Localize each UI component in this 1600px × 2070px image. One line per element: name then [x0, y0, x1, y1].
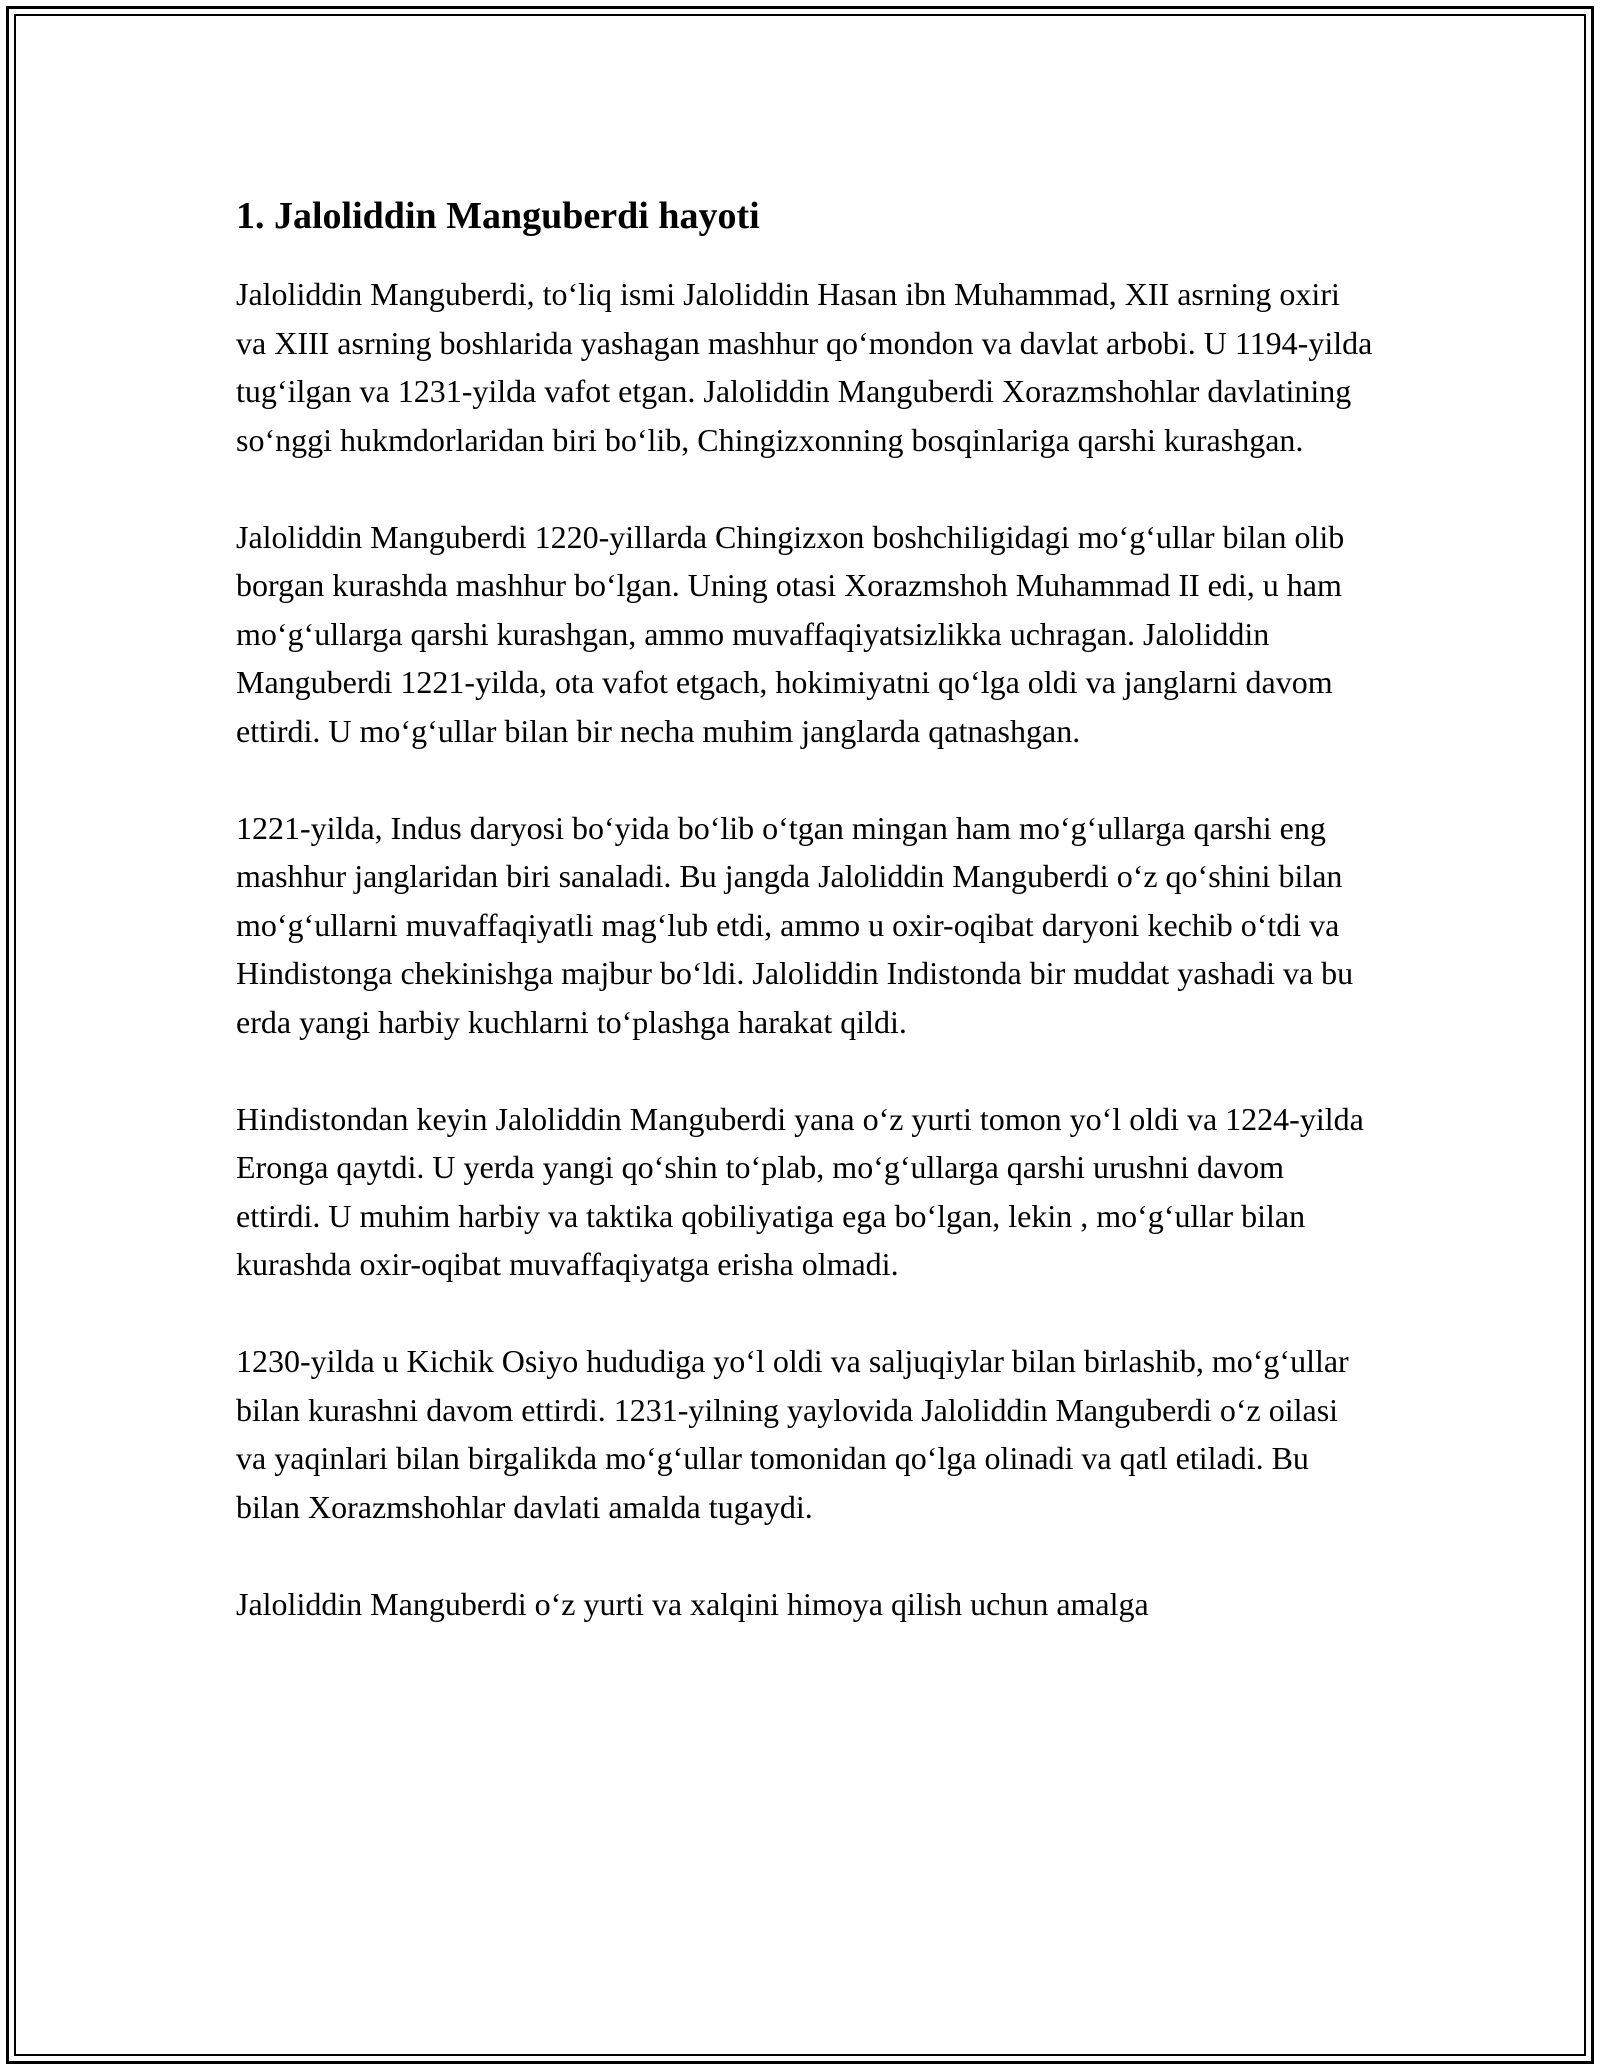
document-body — [236, 188, 1376, 1677]
paragraph-4: Hindistondan keyin Jaloliddin Manguberdi yana o‘z yurti tomon yo‘l oldi va 1224-yilda Eronga qaytdi. U yerda yangi qo‘shin to‘plab, mo‘g‘ullarga qarshi urushni davom ettirdi. U muhim harbiy va taktika qobiliyatiga ega bo‘lgan, lekin , mo‘g‘ullar bilan kurashda oxir-oqibat muvaffaqiyatga erisha olmadi. — [236, 1100, 1364, 1282]
paragraph-6: Jaloliddin Manguberdi o‘z yurti va xalqini himoya qilish uchun amalga — [236, 1585, 1149, 1622]
paragraph-2: Jaloliddin Manguberdi 1220-yillarda Chingizxon boshchiligidagi mo‘g‘ullar bilan olib borgan kurashda mashhur bo‘lgan. Uning otasi Xorazmshoh Muhammad II edi, u ham mo‘g‘ullarga qarshi kurashgan, ammo muvaffaqiyatsizlikka uchragan. Jaloliddin Manguberdi 1221-yilda, ota vafot etgach, hokimiyatni qo‘lga oldi va janglarni davom ettirdi. U mo‘g‘ullar bilan bir necha muhim janglarda qatnashgan. — [236, 518, 1345, 749]
paragraph-1: Jaloliddin Manguberdi, to‘liq ismi Jaloliddin Hasan ibn Muhammad, XII asrning oxiri va XIII asrning boshlarida yashagan mashhur qo‘mondon va davlat arbobi. U 1194-yilda tug‘ilgan va 1231-yilda vafot etgan. Jaloliddin Manguberdi Xorazmshohlar davlatining so‘nggi hukmdorlaridan biri bo‘lib, Chingizxonning bosqinlariga qarshi kurashgan. — [236, 276, 1373, 458]
paragraph-3: 1221-yilda, Indus daryosi bo‘yida bo‘lib o‘tgan mingan ham mo‘g‘ullarga qarshi eng mashhur janglaridan biri sanaladi. Bu jangda Jaloliddin Manguberdi o‘z qo‘shini bilan mo‘g‘ullarni muvaffaqiyatli mag‘lub etdi, ammo u oxir-oqibat daryoni kechib o‘tdi va Hindistonga chekinishga majbur bo‘ldi. Jaloliddin Indistonda bir muddat yashadi va bu erda yangi harbiy kuchlarni to‘plashga harakat qildi. — [236, 809, 1354, 1040]
section-heading: 1. Jaloliddin Manguberdi hayoti — [236, 195, 760, 237]
paragraph-5: 1230-yilda u Kichik Osiyo hududiga yo‘l oldi va saljuqiylar bilan birlashib, mo‘g‘ullar bilan kurashni davom ettirdi. 1231-yilning yaylovida Jaloliddin Manguberdi o‘z oilasi va yaqinlari bilan birgalikda mo‘g‘ullar tomonidan qo‘lga olinadi va qatl etiladi. Bu bilan Xorazmshohlar davlati amalda tugaydi. — [236, 1343, 1349, 1525]
